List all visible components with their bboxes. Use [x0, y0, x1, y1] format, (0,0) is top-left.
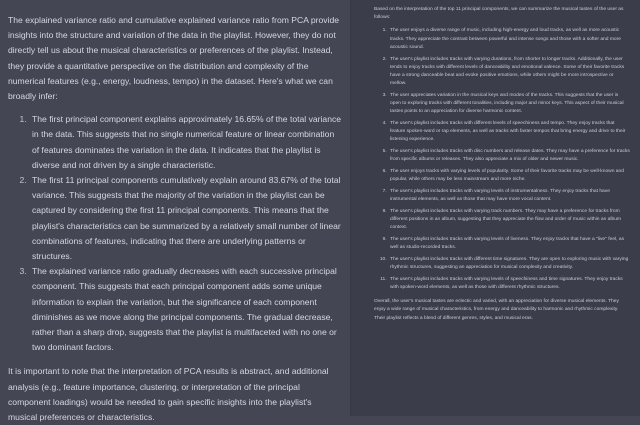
- right-list-item: 2. The user's playlist includes tracks with varying durations, from shorter to longer tracks. Additionally, the user tends to enjoy tracks with different levels of danceability and emotional valence. Some of their favorite tracks have a strong danceable beat and evoke positive emotions, while others might be more introspective or mellow.: [388, 56, 630, 89]
- left-closing-paragraph: It is important to note that the interpretation of PCA results is abstract, and additional analysis (e.g., feature importance, clustering, or interpretation of the principal component loadings) would be needed to gain specific insights into the playlist's musical preferences or characteristics.: [8, 366, 329, 423]
- left-list-item: 3. The explained variance ratio gradually decreases with each successive principal component. This suggests that each principal component adds some unique information to explain the variation, but the significance of each component diminishes as we move along the principal components. The gradual decrease, rather than a sharp drop, suggests that the playlist is multifaceted with no one or two dominant factors.: [29, 264, 342, 355]
- right-intro-paragraph: Based on the interpretation of the top 11 principal components, we can summarize the musical tastes of the user as follows:: [374, 7, 624, 21]
- left-list-item: 1. The first principal component explains approximately 16.65% of the total variance in the data. This suggests that no single numerical feature or linear combination of features dominates the variation in the data. It indicates that the playlist is diverse and not driven by a single characteristic.: [29, 112, 342, 173]
- right-chat-response: [352, 0, 640, 416]
- right-tastes-list: [374, 27, 630, 292]
- left-intro-paragraph: The explained variance ratio and cumulative explained variance ratio from PCA provide insights into the structure and variation of the data in the playlist. However, they do not directly tell us about the musical characteristics or preferences of the playlist. Instead, they provide a quantitative perspective on the distribution and complexity of the numerical features (e.g., energy, loudness, tempo) in the dataset. Here's what we can broadly infer:: [8, 15, 340, 102]
- right-list-item: 3. The user appreciates variation in the musical keys and modes of the tracks. This suggests that the user is open to exploring tracks with different tonalities, including major and minor keys. This aspect of their musical tastes points to an appreciation for diverse harmonic content.: [388, 92, 630, 117]
- right-list-item: 7. The user's playlist includes tracks with varying levels of instrumentalness. They enjoy tracks that have instrumental elements, as well as those that may have more vocal content.: [388, 188, 630, 204]
- right-list-item: 10. The user's playlist includes tracks with different time signatures. They are open to exploring music with varying rhythmic structures, suggesting an appreciation for musical complexity and creativity.: [388, 256, 630, 272]
- right-list-item: 9. The user's playlist includes tracks with varying levels of liveness. They enjoy tracks that have a "live" feel, as well as studio-recorded tracks.: [388, 236, 630, 252]
- right-list-item: 5. The user's playlist includes tracks with disc numbers and release dates. They may have a preference for tracks from specific albums or releases. They also appreciate a mix of older and newer music.: [388, 148, 630, 164]
- right-list-item: 11. The user's playlist includes tracks with varying levels of speechiness and time signatures. They enjoy tracks with spoken-word elements, as well as those with different rhythmic structures.: [388, 276, 630, 292]
- left-list-item: 2. The first 11 principal components cumulatively explain around 83.67% of the total variance. This suggests that the majority of the variation in the playlist can be captured by considering the first 11 principal components. This means that the playlist's characteristics can be summarized by a relatively small number of linear combinations of features, indicating that there are underlying patterns or structures.: [29, 173, 342, 264]
- right-list-item: 1. The user enjoys a diverse range of music, including high-energy and loud tracks, as well as more acoustic tracks. They appreciate the contrast between powerful and intense songs and those with a softer and more acoustic sound.: [388, 27, 630, 52]
- right-list-item: 8. The user's playlist includes tracks with varying track numbers. They may have a preference for tracks from different positions in an album, suggesting that they appreciate the flow and order of music within an album context.: [388, 208, 630, 233]
- right-list-item: 4. The user's playlist includes tracks with different levels of speechiness and tempo. They enjoy tracks that feature spoken-word or rap elements, as well as tracks with faster tempos that bring energy and drive to their listening experience.: [388, 120, 630, 145]
- right-closing-paragraph: Overall, the user's musical tastes are eclectic and varied, with an appreciation for diverse musical elements. They enjoy a wide range of musical characteristics, from energy and danceability to harmonic and rhythmic complexity. Their playlist reflects a blend of different genres, styles, and musical eras.: [374, 299, 619, 321]
- left-insights-list: [8, 112, 342, 355]
- right-list-item: 6. The user enjoys tracks with varying levels of popularity. Some of their favorite tracks may be well-known and popular, while others may be less mainstream and more niche.: [388, 168, 630, 184]
